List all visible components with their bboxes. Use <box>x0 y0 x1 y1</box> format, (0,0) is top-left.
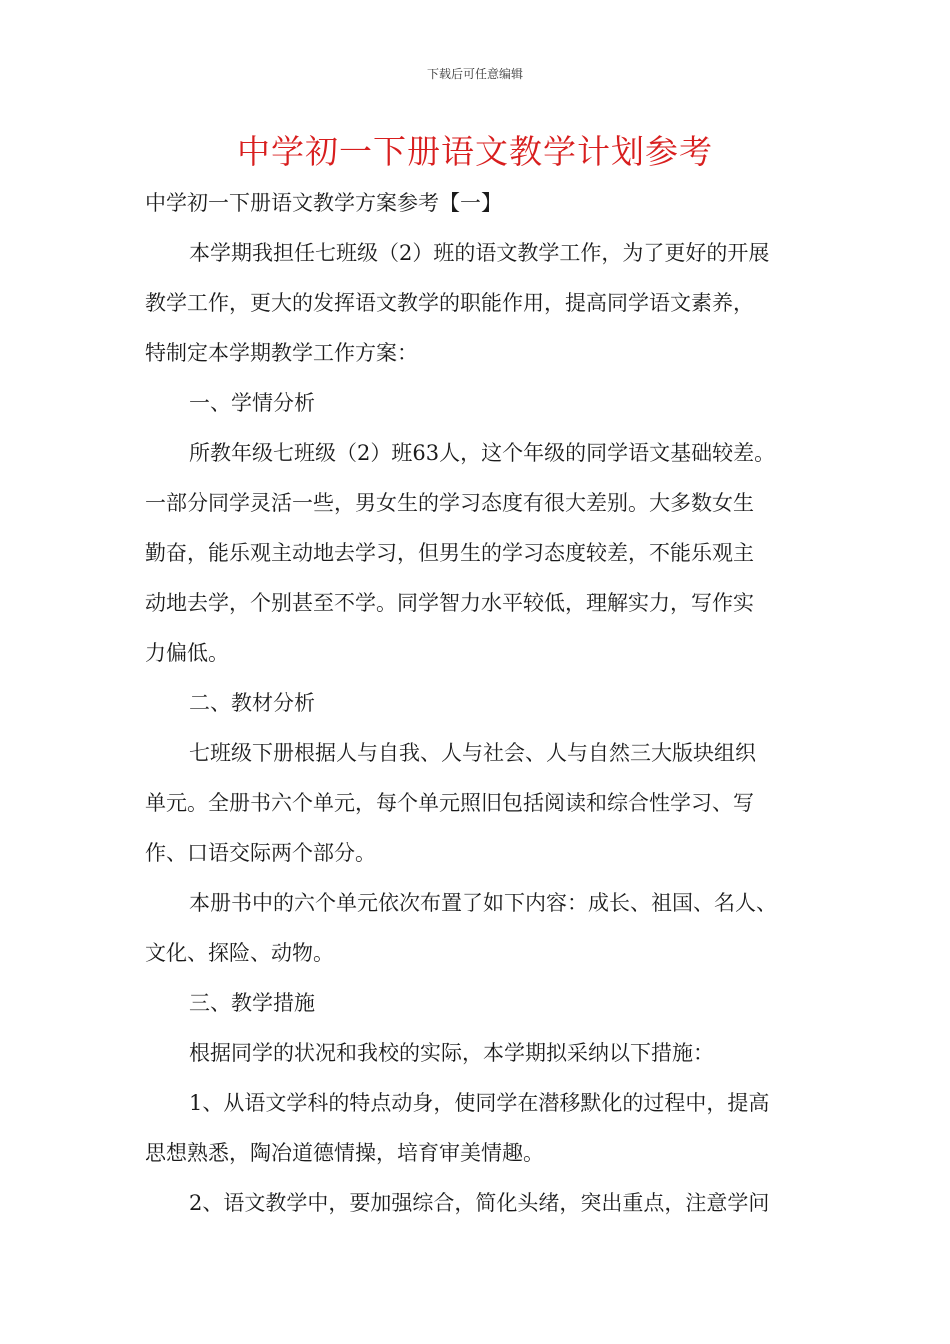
paragraph-line: 一部分同学灵活一些，男女生的学习态度有很大差别。大多数女生 <box>145 491 754 515</box>
paragraph-line: 所教年级七班级（2）班63人，这个年级的同学语文基础较差。 <box>189 441 776 465</box>
paragraph-line: 教学工作，更大的发挥语文教学的职能作用，提高同学语文素养， <box>145 291 754 315</box>
document-body <box>145 178 810 1228</box>
section-heading: 二、教材分析 <box>189 691 315 715</box>
list-item-line: 2、语文教学中，要加强综合，简化头绪，突出重点，注意学问 <box>189 1191 770 1215</box>
document-title: 中学初一下册语文教学计划参考 <box>237 132 713 171</box>
paragraph-line: 七班级下册根据人与自我、人与社会、人与自然三大版块组织 <box>189 741 756 765</box>
paragraph-line: 根据同学的状况和我校的实际，本学期拟采纳以下措施： <box>189 1041 714 1065</box>
paragraph-line: 力偏低。 <box>145 641 229 665</box>
section-heading: 三、教学措施 <box>189 991 315 1015</box>
paragraph-line: 文化、探险、动物。 <box>145 941 334 965</box>
list-item-line: 1、从语文学科的特点动身，使同学在潜移默化的过程中，提高 <box>189 1091 770 1115</box>
paragraph-line: 本册书中的六个单元依次布置了如下内容：成长、祖国、名人、 <box>189 891 777 915</box>
list-item-line: 思想熟悉，陶冶道德情操，培育审美情趣。 <box>145 1141 544 1165</box>
page-header: 下载后可任意编辑 <box>426 67 523 81</box>
paragraph-line: 本学期我担任七班级（2）班的语文教学工作，为了更好的开展 <box>189 241 770 265</box>
paragraph-line: 特制定本学期教学工作方案： <box>145 341 418 365</box>
section-heading: 一、学情分析 <box>189 391 315 415</box>
paragraph-line: 勤奋，能乐观主动地去学习，但男生的学习态度较差，不能乐观主 <box>145 541 754 565</box>
paragraph-line: 中学初一下册语文教学方案参考【一】 <box>145 191 502 215</box>
paragraph-line: 动地去学，个别甚至不学。同学智力水平较低，理解实力，写作实 <box>145 591 754 615</box>
paragraph-line: 单元。全册书六个单元，每个单元照旧包括阅读和综合性学习、写 <box>145 791 754 815</box>
paragraph-line: 作、口语交际两个部分。 <box>145 841 376 865</box>
